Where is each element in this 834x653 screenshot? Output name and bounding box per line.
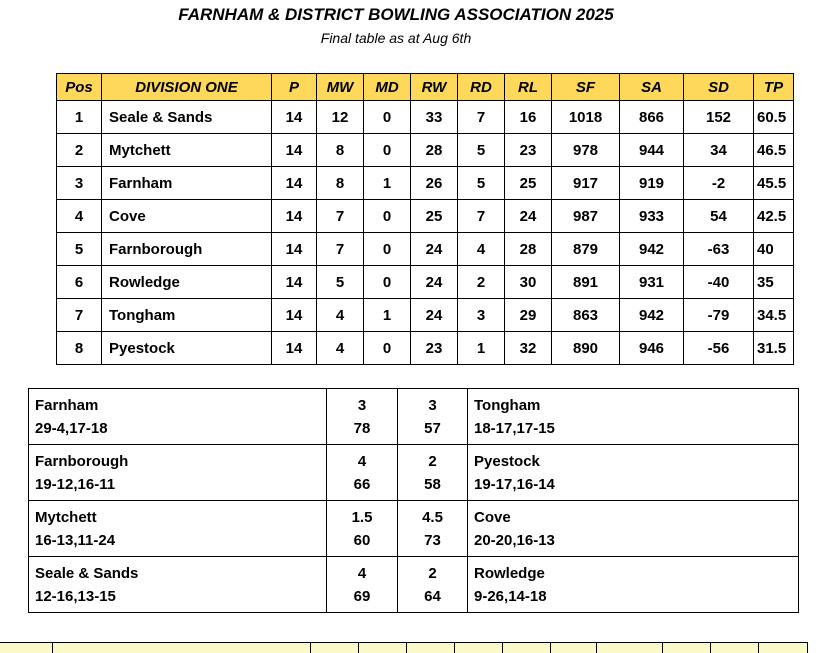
cell-pos: 5 — [57, 233, 102, 266]
result-row — [29, 445, 799, 501]
away-points-top: 4.5 — [422, 508, 443, 526]
cell-shot-diff: -56 — [684, 332, 754, 365]
col-header-rd: RD — [458, 74, 505, 101]
cell-rink-lost: 16 — [505, 101, 552, 134]
cell-match-drawn: 1 — [364, 299, 411, 332]
away-points — [398, 445, 468, 501]
home-points-top: 1.5 — [351, 508, 373, 526]
away-points-top: 2 — [428, 452, 437, 470]
col-header-p: P — [272, 74, 317, 101]
home-team-top: Farnham — [35, 396, 99, 414]
cell-team: Tongham — [102, 299, 272, 332]
cell-pos: 1 — [57, 101, 102, 134]
cell-shots-for: 863 — [552, 299, 620, 332]
cell-played: 14 — [272, 167, 317, 200]
page-title: FARNHAM & DISTRICT BOWLING ASSOCIATION 2025 — [178, 5, 614, 24]
cell-shot-diff: -40 — [684, 266, 754, 299]
away-points-bottom: 57 — [424, 419, 441, 437]
away-points-top: 3 — [428, 396, 437, 414]
cell-rink-drawn: 4 — [458, 233, 505, 266]
col-header-rw: RW — [411, 74, 458, 101]
cell-shots-against: 946 — [620, 332, 684, 365]
home-team-bottom: 19-12,16-11 — [35, 475, 116, 493]
cell-total-points: 60.5 — [754, 101, 794, 134]
cell-shots-for: 978 — [552, 134, 620, 167]
results-table — [28, 388, 799, 613]
home-team-top: Mytchett — [35, 508, 97, 526]
away-points — [398, 389, 468, 445]
cell-played: 14 — [272, 101, 317, 134]
cell-rink-drawn: 5 — [458, 134, 505, 167]
away-team-top: Pyestock — [474, 452, 540, 470]
away-points-bottom: 64 — [424, 587, 441, 605]
cell-played: 14 — [272, 200, 317, 233]
away-team-top: Cove — [474, 508, 511, 526]
cell-shots-for: 917 — [552, 167, 620, 200]
cell-rink-won: 23 — [411, 332, 458, 365]
cell-pos: 4 — [57, 200, 102, 233]
cell-pos: 3 — [57, 167, 102, 200]
cell-team: Farnham — [102, 167, 272, 200]
cell-rink-won: 26 — [411, 167, 458, 200]
home-points-bottom: 66 — [353, 475, 371, 493]
home-team — [29, 445, 327, 501]
cell-match-won: 4 — [317, 332, 364, 365]
home-team — [29, 557, 327, 613]
away-points — [398, 501, 468, 557]
home-points-top: 3 — [357, 396, 367, 414]
away-team — [468, 501, 799, 557]
away-team-bottom: 20-20,16-13 — [474, 531, 555, 549]
league-header-row — [57, 74, 794, 101]
cell-played: 14 — [272, 266, 317, 299]
cell-total-points: 45.5 — [754, 167, 794, 200]
cell-team: Seale & Sands — [102, 101, 272, 134]
cell-shots-for: 1018 — [552, 101, 620, 134]
cell-shot-diff: 54 — [684, 200, 754, 233]
table-row — [57, 266, 794, 299]
cell-shots-against: 944 — [620, 134, 684, 167]
table-row — [57, 332, 794, 365]
col-header-tp: TP — [754, 74, 794, 101]
away-team-bottom: 9-26,14-18 — [474, 587, 547, 605]
cell-shot-diff: -63 — [684, 233, 754, 266]
cell-match-drawn: 0 — [364, 200, 411, 233]
cell-match-won: 5 — [317, 266, 364, 299]
cell-pos: 6 — [57, 266, 102, 299]
cell-rink-won: 28 — [411, 134, 458, 167]
col-header-sd: SD — [684, 74, 754, 101]
cell-total-points: 42.5 — [754, 200, 794, 233]
page-subtitle: Final table as at Aug 6th — [320, 30, 472, 46]
cell-pos: 2 — [57, 134, 102, 167]
away-team — [468, 557, 799, 613]
cell-rink-lost: 32 — [505, 332, 552, 365]
cell-match-won: 4 — [317, 299, 364, 332]
cell-shot-diff: 152 — [684, 101, 754, 134]
cell-team: Rowledge — [102, 266, 272, 299]
col-header-division: DIVISION ONE — [102, 74, 272, 101]
away-points-bottom: 73 — [424, 531, 441, 549]
cell-rink-drawn: 7 — [458, 200, 505, 233]
cell-played: 14 — [272, 134, 317, 167]
result-row — [29, 557, 799, 613]
cell-total-points: 46.5 — [754, 134, 794, 167]
cell-shot-diff: -79 — [684, 299, 754, 332]
cell-match-drawn: 0 — [364, 101, 411, 134]
cell-rink-won: 24 — [411, 233, 458, 266]
table-row — [57, 233, 794, 266]
table-row — [57, 200, 794, 233]
cell-match-won: 7 — [317, 233, 364, 266]
next-table-edge — [0, 642, 808, 653]
col-header-sf: SF — [552, 74, 620, 101]
home-points — [327, 557, 398, 613]
cell-rink-lost: 25 — [505, 167, 552, 200]
home-team-top: Farnborough — [35, 452, 129, 470]
cell-played: 14 — [272, 233, 317, 266]
away-points-bottom: 58 — [424, 475, 441, 493]
cell-rink-drawn: 2 — [458, 266, 505, 299]
cell-pos: 8 — [57, 332, 102, 365]
home-points-bottom: 60 — [353, 531, 371, 549]
cell-match-won: 8 — [317, 167, 364, 200]
league-table — [56, 73, 794, 365]
cell-rink-lost: 29 — [505, 299, 552, 332]
cell-match-won: 12 — [317, 101, 364, 134]
cell-shots-against: 919 — [620, 167, 684, 200]
home-team — [29, 501, 327, 557]
cell-rink-won: 24 — [411, 299, 458, 332]
result-row — [29, 501, 799, 557]
cell-match-won: 8 — [317, 134, 364, 167]
home-team-bottom: 29-4,17-18 — [35, 419, 108, 437]
home-team-bottom: 16-13,11-24 — [35, 531, 116, 549]
away-team-top: Tongham — [474, 396, 541, 414]
cell-total-points: 35 — [754, 266, 794, 299]
cell-team: Cove — [102, 200, 272, 233]
cell-played: 14 — [272, 332, 317, 365]
col-header-pos: Pos — [57, 74, 102, 101]
home-points — [327, 445, 398, 501]
cell-pos: 7 — [57, 299, 102, 332]
home-team-top: Seale & Sands — [35, 564, 139, 582]
cell-match-drawn: 0 — [364, 332, 411, 365]
cell-shot-diff: -2 — [684, 167, 754, 200]
cell-played: 14 — [272, 299, 317, 332]
home-points-top: 4 — [357, 564, 367, 582]
cell-rink-drawn: 1 — [458, 332, 505, 365]
away-points — [398, 557, 468, 613]
cell-shots-against: 942 — [620, 299, 684, 332]
home-points-bottom: 78 — [353, 419, 371, 437]
cell-total-points: 34.5 — [754, 299, 794, 332]
away-team-bottom: 18-17,17-15 — [474, 419, 555, 437]
cell-shots-against: 933 — [620, 200, 684, 233]
away-team-top: Rowledge — [474, 564, 545, 582]
cell-rink-lost: 23 — [505, 134, 552, 167]
home-points — [327, 389, 398, 445]
home-team — [29, 389, 327, 445]
col-header-md: MD — [364, 74, 411, 101]
cell-rink-drawn: 5 — [458, 167, 505, 200]
home-points-bottom: 69 — [353, 587, 371, 605]
cell-rink-lost: 30 — [505, 266, 552, 299]
cell-rink-won: 24 — [411, 266, 458, 299]
cell-match-won: 7 — [317, 200, 364, 233]
cell-rink-lost: 24 — [505, 200, 552, 233]
cell-total-points: 40 — [754, 233, 794, 266]
cell-rink-won: 25 — [411, 200, 458, 233]
cell-rink-drawn: 7 — [458, 101, 505, 134]
cell-shots-against: 942 — [620, 233, 684, 266]
home-team-bottom: 12-16,13-15 — [35, 587, 116, 605]
away-team-bottom: 19-17,16-14 — [474, 475, 555, 493]
cell-team: Mytchett — [102, 134, 272, 167]
col-header-rl: RL — [505, 74, 552, 101]
cell-shots-against: 931 — [620, 266, 684, 299]
home-points-top: 4 — [357, 452, 367, 470]
cell-rink-won: 33 — [411, 101, 458, 134]
cell-shots-for: 987 — [552, 200, 620, 233]
table-row — [57, 299, 794, 332]
table-row — [57, 167, 794, 200]
cell-team: Pyestock — [102, 332, 272, 365]
home-points — [327, 501, 398, 557]
col-header-sa: SA — [620, 74, 684, 101]
cell-shots-for: 879 — [552, 233, 620, 266]
cell-shots-for: 890 — [552, 332, 620, 365]
result-row — [29, 389, 799, 445]
cell-shots-against: 866 — [620, 101, 684, 134]
away-team — [468, 445, 799, 501]
table-row — [57, 101, 794, 134]
cell-rink-lost: 28 — [505, 233, 552, 266]
cell-match-drawn: 1 — [364, 167, 411, 200]
table-row — [57, 134, 794, 167]
cell-match-drawn: 0 — [364, 233, 411, 266]
cell-rink-drawn: 3 — [458, 299, 505, 332]
cell-total-points: 31.5 — [754, 332, 794, 365]
cell-team: Farnborough — [102, 233, 272, 266]
cell-match-drawn: 0 — [364, 266, 411, 299]
away-team — [468, 389, 799, 445]
cell-shots-for: 891 — [552, 266, 620, 299]
cell-shot-diff: 34 — [684, 134, 754, 167]
col-header-mw: MW — [317, 74, 364, 101]
cell-match-drawn: 0 — [364, 134, 411, 167]
away-points-top: 2 — [428, 564, 437, 582]
